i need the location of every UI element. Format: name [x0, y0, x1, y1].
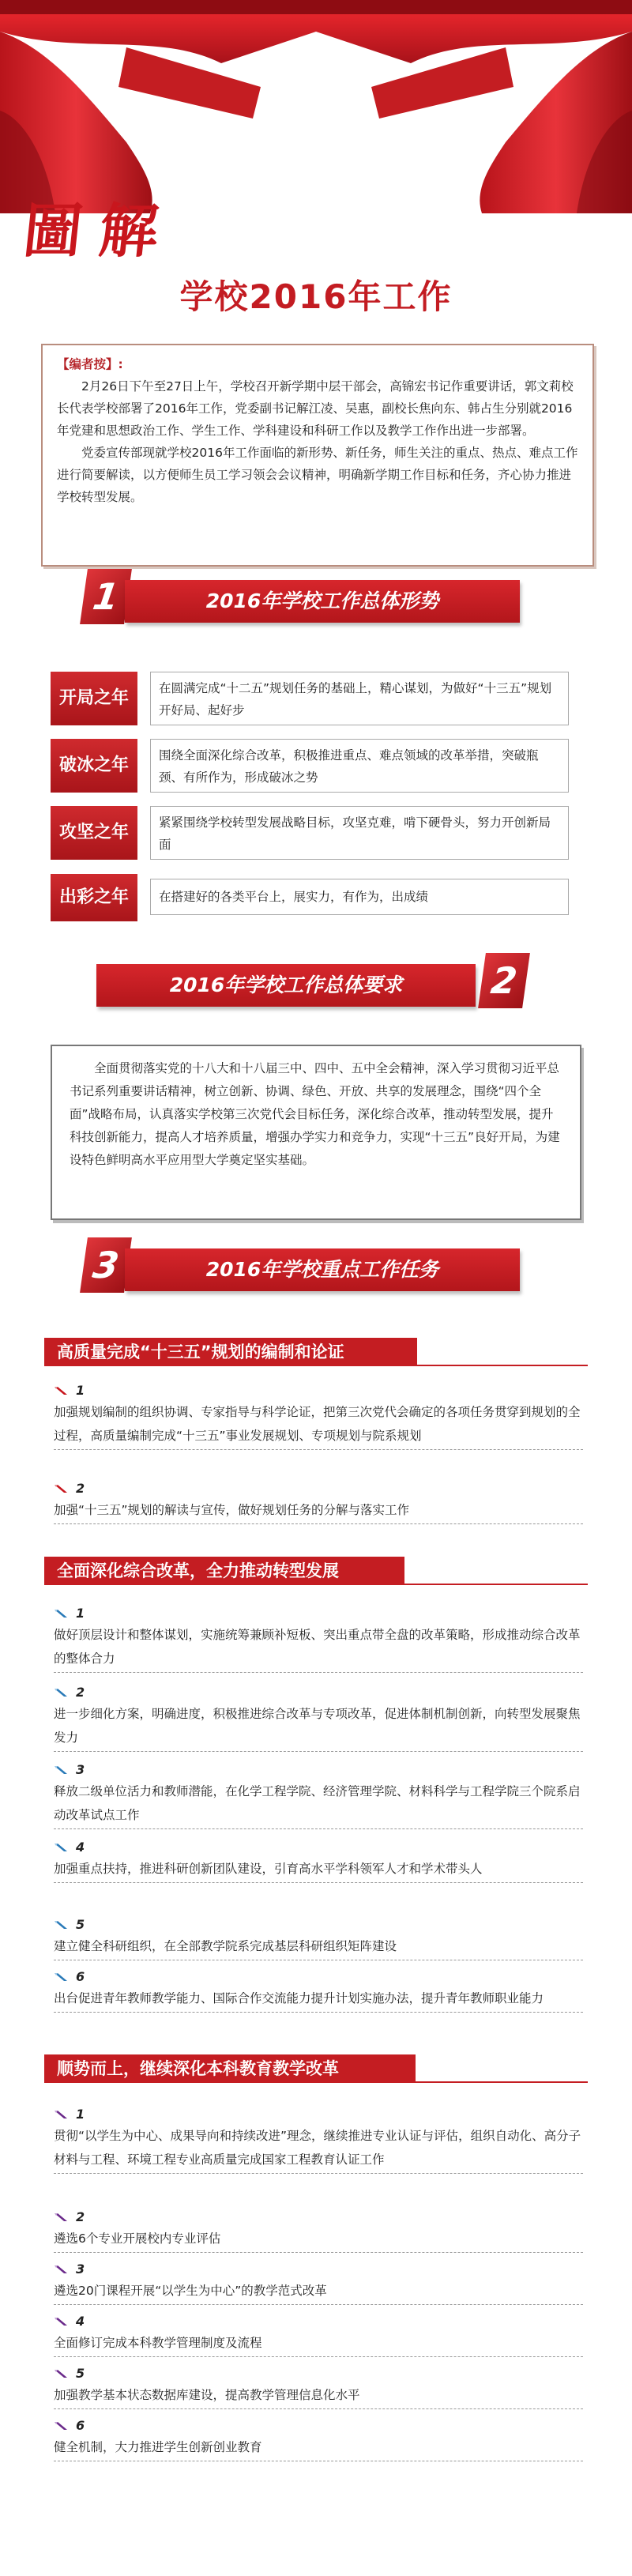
- list-item: [54, 1838, 583, 1883]
- item-text: 加强“十三五”规划的解读与宣传，做好规划任务的分解与落实工作: [54, 1498, 583, 1524]
- item-text: 释放二级单位活力和教师潜能，在化学工程学院、经济管理学院、材料科学与工程学院三个院系启动改革试点工作: [54, 1779, 583, 1829]
- purple-pen-icon: [54, 2264, 68, 2275]
- editor-note: [41, 344, 594, 567]
- blue-pen-icon: [54, 1687, 68, 1698]
- item-text: 建立健全科研组织，在全部教学院系完成基层科研组织矩阵建设: [54, 1934, 583, 1960]
- item-number: 6: [76, 1969, 85, 1984]
- item-number: 3: [76, 2262, 85, 2277]
- item-text: 加强教学基本状态数据库建设，提高教学管理信息化水平: [54, 2383, 583, 2409]
- purple-pen-icon: [54, 2420, 68, 2431]
- tujie-logo: [21, 196, 171, 283]
- blue-pen-icon: [54, 1608, 68, 1619]
- row-label-gongjian: 攻坚之年: [51, 806, 137, 860]
- item-number: 2: [76, 1481, 85, 1496]
- item-text: 全面修订完成本科教学管理制度及流程: [54, 2331, 583, 2357]
- list-item: [54, 1683, 583, 1752]
- purple-pen-icon: [54, 2109, 68, 2120]
- list-item: [54, 2105, 583, 2174]
- item-text: 遴选20门课程开展“以学生为中心”的教学范式改革: [54, 2279, 583, 2305]
- blue-pen-icon: [54, 1764, 68, 1776]
- item-number: 3: [76, 1762, 85, 1777]
- item-number: 4: [76, 1840, 85, 1855]
- editor-note-tag: 【编者按】:: [57, 357, 123, 371]
- subsection-divider: [44, 1584, 588, 1585]
- editor-note-paragraph-1: 2月26日下午至27日上午，学校召开新学期中层干部会，高锦宏书记作重要讲话，郭文莉校长代表学校部署了2016年工作，党委副书记解江凌、吴惠，副校长焦向东、韩占生分别就2016年党建和思想政治工作、学生工作、学科建设和科研工作以及教学工作作出进一步部署。: [57, 379, 574, 438]
- blue-pen-icon: [54, 1972, 68, 1983]
- list-item: [54, 1968, 583, 2013]
- logo-char-2: 解: [96, 198, 162, 266]
- row-label-chucai: 出彩之年: [51, 874, 137, 921]
- item-number: 1: [76, 1606, 85, 1621]
- section-3-number: 3: [80, 1237, 132, 1293]
- section-1-title: 2016年学校工作总体形势: [125, 580, 520, 623]
- subsection-reform-title: 全面深化综合改革，全力推动转型发展: [44, 1557, 404, 1585]
- purple-pen-icon: [54, 2316, 68, 2327]
- row-text-pobing: 围绕全面深化综合改革，积极推进重点、难点领域的改革举措，突破瓶颈、有所作为，形成破冰之势: [150, 739, 569, 793]
- section-2-number: 2: [478, 953, 530, 1008]
- blue-pen-icon: [54, 1842, 68, 1853]
- logo-char-1: 圖: [20, 198, 86, 266]
- section-2-title: 2016年学校工作总体要求: [96, 964, 476, 1007]
- purple-pen-icon: [54, 2368, 68, 2379]
- item-text: 加强规划编制的组织协调、专家指导与科学论证，把第三次党代会确定的各项任务贯穿到规划的全过程，高质量编制完成“十三五”事业发展规划、专项规划与院系规划: [54, 1400, 583, 1450]
- subsection-teaching-title: 顺势而上，继续深化本科教育教学改革: [44, 2054, 416, 2083]
- item-number: 2: [76, 2209, 85, 2224]
- item-number: 4: [76, 2314, 85, 2329]
- list-item: [54, 2416, 583, 2461]
- list-item: [54, 2364, 583, 2409]
- row-label-kaiju: 开局之年: [51, 672, 137, 725]
- list-item: [54, 2260, 583, 2305]
- item-text: 贯彻“以学生为中心、成果导向和持续改进”理念，继续推进专业认证与评估，组织自动化、高分子材料与工程、环境工程专业高质量完成国家工程教育认证工作: [54, 2124, 583, 2174]
- header-curtain: [0, 0, 632, 213]
- item-number: 5: [76, 1917, 85, 1932]
- section-3-title: 2016年学校重点工作任务: [125, 1248, 520, 1291]
- red-pen-icon: [54, 1483, 68, 1494]
- row-text-gongjian: 紧紧围绕学校转型发展战略目标，攻坚克难，啃下硬骨头，努力开创新局面: [150, 806, 569, 860]
- item-text: 遴选6个专业开展校内专业评估: [54, 2227, 583, 2253]
- item-text: 健全机制，大力推进学生创新创业教育: [54, 2435, 583, 2461]
- item-text: 做好顶层设计和整体谋划，实施统筹兼顾补短板、突出重点带全盘的改革策略，形成推动综合改革的整体合力: [54, 1623, 583, 1673]
- row-text-kaiju: 在圆满完成“十二五”规划任务的基础上，精心谋划，为做好“十三五”规划开好局、起好步: [150, 672, 569, 725]
- item-number: 1: [76, 2107, 85, 2122]
- item-text: 加强重点扶持，推进科研创新团队建设，引育高水平学科领军人才和学术带头人: [54, 1857, 583, 1883]
- list-item: [54, 2208, 583, 2253]
- list-item: [54, 1915, 583, 1960]
- item-number: 1: [76, 1383, 85, 1398]
- item-number: 2: [76, 1685, 85, 1700]
- list-item: [54, 1381, 583, 1450]
- list-item: [54, 1479, 583, 1524]
- page-title: 学校2016年工作: [179, 277, 453, 316]
- row-label-pobing: 破冰之年: [51, 739, 137, 793]
- item-text: 进一步细化方案，明确进度，积极推进综合改革与专项改革，促进体制机制创新，向转型发展聚焦发力: [54, 1702, 583, 1752]
- item-number: 5: [76, 2366, 85, 2381]
- subsection-divider: [44, 1365, 588, 1366]
- item-number: 6: [76, 2418, 85, 2433]
- item-text: 出台促进青年教师教学能力、国际合作交流能力提升计划实施办法，提升青年教师职业能力: [54, 1987, 583, 2013]
- section-1-number: 1: [80, 569, 132, 624]
- list-item: [54, 2312, 583, 2357]
- section-2-text: 全面贯彻落实党的十八大和十八届三中、四中、五中全会精神，深入学习贯彻习近平总书记系列重要讲话精神，树立创新、协调、绿色、开放、共享的发展理念，围绕“四个全面”战略布局，认真落实学校第三次党代会目标任务，深化综合改革，推动转型发展，提升科技创新能力，提高人才培养质量，增强办学实力和竞争力，实现“十三五”良好开局，为建设特色鲜明高水平应用型大学奠定坚实基础。: [51, 1045, 581, 1220]
- subsection-divider: [44, 2081, 588, 2083]
- red-pen-icon: [54, 1385, 68, 1396]
- purple-pen-icon: [54, 2212, 68, 2223]
- row-text-chucai: 在搭建好的各类平台上，展实力，有作为，出成绩: [150, 879, 569, 915]
- list-item: [54, 1761, 583, 1829]
- blue-pen-icon: [54, 1919, 68, 1930]
- editor-note-paragraph-2: 党委宣传部现就学校2016年工作面临的新形势、新任务，师生关注的重点、热点、难点工作进行简要解读，以方便师生员工学习领会会议精神，明确新学期工作目标和任务，齐心协力推进学校转型发展。: [57, 446, 578, 504]
- subsection-plan-title: 高质量完成“十三五”规划的编制和论证: [44, 1338, 417, 1366]
- list-item: [54, 1604, 583, 1673]
